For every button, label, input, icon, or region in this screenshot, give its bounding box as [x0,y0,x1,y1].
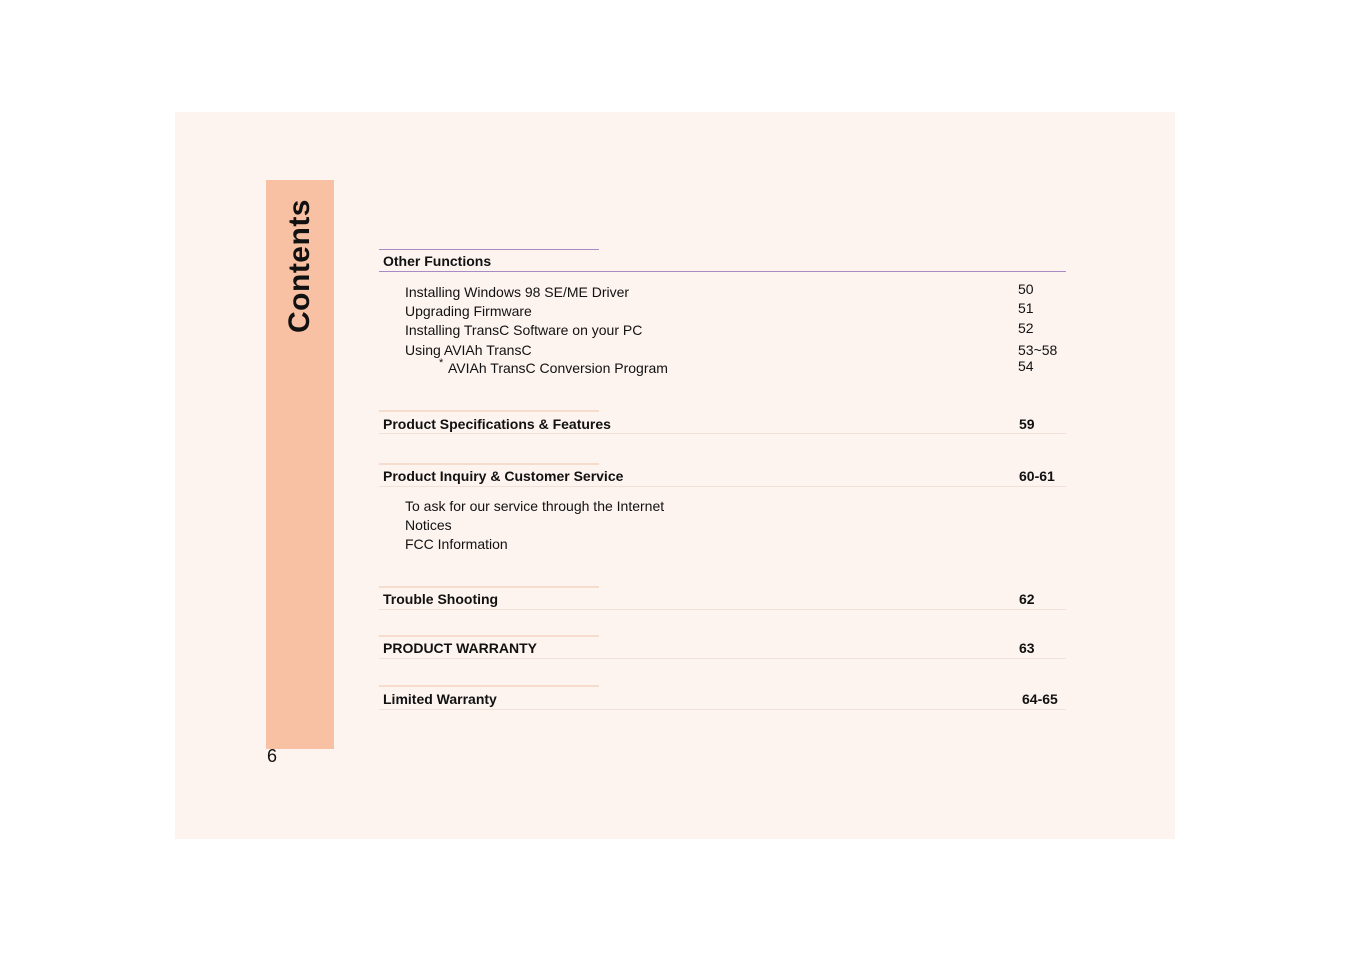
toc-item-label: Installing TransC Software on your PC [405,322,643,338]
toc-item-label: FCC Information [405,536,508,552]
section-page: 59 [1019,416,1035,432]
section-page: 62 [1019,591,1035,607]
toc-sub-item-label: AVIAh TransC Conversion Program [448,360,668,376]
section-page: 64-65 [1022,691,1058,707]
section-tab-line [379,586,599,588]
toc-item-page: 52 [1018,320,1034,336]
section-tab-line [379,410,599,412]
toc-item-label: Installing Windows 98 SE/ME Driver [405,284,630,300]
section-tab-line [379,463,599,465]
section-title-product-warranty: PRODUCT WARRANTY [383,640,537,656]
section-tab-line [379,685,599,687]
section-underline [379,271,1066,272]
sidebar-title: Contents [283,199,316,333]
section-tab-line [379,635,599,637]
section-underline [379,658,1066,659]
section-underline [379,709,1066,710]
page-number: 6 [267,746,278,766]
toc-sub-item-page: 54 [1018,358,1034,374]
section-underline [379,486,1066,487]
section-title-specifications: Product Specifications & Features [383,416,611,432]
toc-item-label: Notices [405,517,452,533]
toc-item-label: Using AVIAh TransC [405,342,532,358]
toc-item-page: 53~58 [1018,342,1058,358]
toc-item-page: 50 [1018,281,1034,297]
section-page: 63 [1019,640,1035,656]
section-tab-line [379,249,599,250]
toc-item-label: To ask for our service through the Internet [405,498,665,514]
section-title-limited-warranty: Limited Warranty [383,691,497,707]
toc-item-page: 51 [1018,300,1034,316]
toc-item-label: Upgrading Firmware [405,303,532,319]
section-title-trouble-shooting: Trouble Shooting [383,591,499,607]
section-underline [379,609,1066,610]
sub-item-marker: * [439,357,444,369]
section-underline [379,433,1066,434]
section-page: 60-61 [1019,468,1055,484]
section-title-other-functions: Other Functions [383,253,492,269]
section-title-inquiry: Product Inquiry & Customer Service [383,468,624,484]
